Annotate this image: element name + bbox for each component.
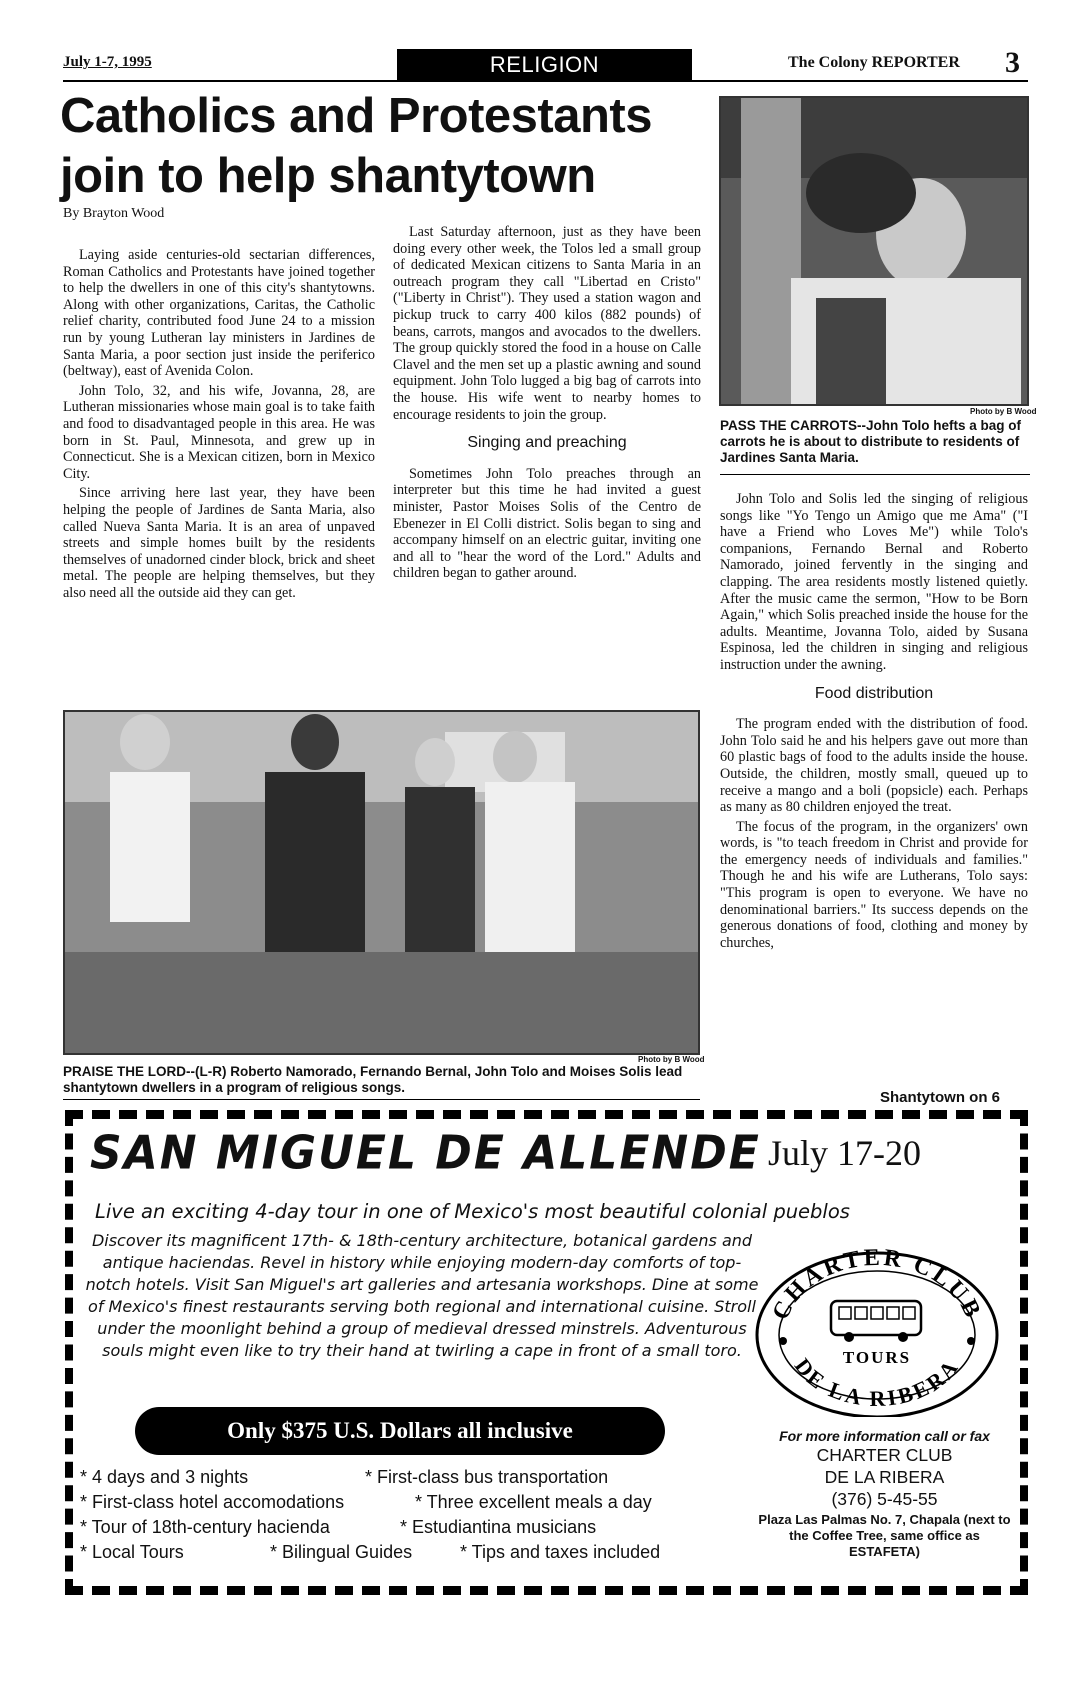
section-banner: RELIGION bbox=[397, 49, 692, 81]
issue-date: July 1-7, 1995 bbox=[63, 54, 152, 70]
svg-text:CHARTER CLUB bbox=[768, 1245, 987, 1324]
feature-item: * 4 days and 3 nights bbox=[80, 1467, 249, 1487]
paragraph: The focus of the program, in the organizers' own words, is "to teach freedom in Christ and provide for the emergency needs of individuals and families." Though he and his wife are Lutherans, Tolo says: "This program is open to everyone. We have no denominational barriers." Its success depends on the generous donations of food, clothing and money by churches, bbox=[720, 818, 1028, 951]
logo-text-bottom: DE LA RIBERA bbox=[789, 1353, 965, 1411]
headline-line-1: Catholics and Protestants bbox=[60, 89, 652, 143]
ad-tagline: Live an exciting 4-day tour in one of Mexico's most beautiful colonial pueblos bbox=[95, 1200, 850, 1223]
page-number: 3 bbox=[1005, 46, 1020, 79]
photo-credit: Photo by B Wood bbox=[970, 407, 1037, 416]
charter-club-logo bbox=[753, 1245, 1001, 1417]
headline bbox=[60, 86, 710, 206]
subheading-singing: Singing and preaching bbox=[467, 434, 627, 452]
photo-singers bbox=[63, 710, 700, 1055]
caption-rule bbox=[720, 474, 1030, 475]
paragraph: Last Saturday afternoon, just as they have been doing every other week, the Tolos led a small group of dedicated Mexican citizens to Santa Maria in an outreach program they call "Libertad en Cristo" ("Liberty in Christ"). They used a station wagon and pickup truck to carry 400 kilos (882 pounds) of beans, carrots, mangos and avocados to the dwellers. The group quickly stored the food in a house on Calle Clavel and the men set up a plastic awning and sound equipment. John Tolo lugged a big bag of carrots into the house. His wife went to nearby homes to encourage residents to join the group. bbox=[393, 224, 701, 423]
contact-phone: (376) 5-45-55 bbox=[831, 1489, 938, 1509]
feature-row bbox=[80, 1515, 760, 1540]
paragraph: The program ended with the distribution of food. John Tolo said he and his helpers gave out more than 60 plastic bags of food to the adults inside the house. Outside, the children, mostly small, queued up to receive a mango and a boli (popsicle) each. Perhaps as many as 80 children enjoyed the treat. bbox=[720, 716, 1028, 816]
contact-name-line-2: DE LA RIBERA bbox=[824, 1467, 945, 1487]
byline: By Brayton Wood bbox=[63, 206, 165, 221]
photo-caption-carrots: PASS THE CARROTS--John Tolo hefts a bag of carrots he is about to distribute to residents of Jardines Santa Maria. bbox=[720, 418, 1021, 465]
feature-item: * First-class hotel accomodations bbox=[80, 1492, 345, 1512]
newspaper-name: The Colony REPORTER bbox=[788, 54, 960, 71]
article-column-3 bbox=[720, 491, 1028, 954]
paragraph: John Tolo and Solis led the singing of religious songs like "Yo Tengo un Amigo que me Ama" ("I have a Friend who Loves Me") while Tolo's companions, Fernando Bernal and Roberto Namorado, joined fervently in the singing and clapping. The area residents mostly listened quietly. After the music came the sermon, "How to be Born Again," which Solis preached inside the house for the adults. Meantime, Jovanna Tolo, aided by Susana Espinosa, led the children in singing and religious instruction under the awning. bbox=[720, 491, 1028, 673]
contact-name-line-1: CHARTER CLUB bbox=[816, 1445, 953, 1465]
photo-carrots bbox=[719, 96, 1029, 406]
logo-text-tours: TOURS bbox=[842, 1348, 912, 1367]
feature-row bbox=[80, 1465, 760, 1490]
feature-item: * Estudiantina musicians bbox=[400, 1517, 597, 1537]
bus-icon bbox=[831, 1301, 921, 1342]
continued-jump-line: Shantytown on 6 bbox=[880, 1089, 1000, 1106]
feature-item: * Tour of 18th-century hacienda bbox=[80, 1517, 330, 1537]
headline-line-2: join to help shantytown bbox=[60, 149, 596, 203]
contact-address: Plaza Las Palmas No. 7, Chapala (next to the Coffee Tree, same office as ESTAFETA) bbox=[758, 1512, 1011, 1559]
logo-text-top: CHARTER CLUB bbox=[767, 1245, 987, 1325]
ad-features bbox=[80, 1465, 760, 1565]
ad-contact-block bbox=[752, 1428, 1017, 1560]
feature-item: * Bilingual Guides bbox=[270, 1542, 413, 1562]
feature-row bbox=[80, 1540, 760, 1565]
article-column-2 bbox=[393, 224, 701, 585]
contact-intro: For more information call or fax bbox=[779, 1428, 990, 1444]
feature-item: * Three excellent meals a day bbox=[415, 1492, 652, 1512]
ad-body: Discover its magnificent 17th- & 18th-century architecture, botanical gardens and antique haciendas. Revel in history while enjoying modern-day comforts of top-notch hotels. Visit San Miguel's art galleries and artesania workshops. Dine at some of Mexico's finest restaurants serving both regional and international cuisine. Stroll under the moonlight behind a group of medieval dressed minstrels. Adventurous souls might even like to try their hand at twirling a cape in front of a small toro. bbox=[85, 1231, 759, 1360]
header-rule bbox=[63, 80, 1028, 82]
paragraph: Sometimes John Tolo preaches through an interpreter but this time he had invited a guest minister, Pastor Moises Solis of the Centro de Ebenezer in El Colli district. Solis began to sing and accompany himself on an electric guitar, inviting one and all to "hear the word of the Lord." Adults and children began to gather around. bbox=[393, 465, 701, 582]
feature-item: * Tips and taxes included bbox=[460, 1542, 661, 1562]
paragraph: Since arriving here last year, they have been helping the people of Jardines de Santa Maria, also called Nueva Santa Maria. It is an area of unpaved streets and simple homes built by the residents themselves of unadorned cinder block, brick and sheet metal. The people are helping themselves, but they also need all the outside aid they can get. bbox=[63, 485, 375, 601]
paragraph: John Tolo, 32, and his wife, Jovanna, 28, are Lutheran missionaries whose main goal is to take faith and food to disadvantaged people in this area. He was born in St. Paul, Minnesota, and grew up in Connecticut. She is a Mexican citizen, born in Mexico City. bbox=[63, 382, 375, 482]
caption-rule bbox=[63, 1099, 700, 1100]
feature-row bbox=[80, 1490, 760, 1515]
ad-dates: July 17-20 bbox=[768, 1133, 921, 1173]
paragraph: Laying aside centuries-old sectarian differences, Roman Catholics and Protestants have joined together to help the dwellers in one of this city's shantytowns. Along with other organizations, Caritas, the Catholic relief charity, contributed food June 24 to a mission run by young Lutheran lay ministers in Jardines de Santa Maria, a poor section just inside the periferico (beltway), east of Avenida Colon. bbox=[63, 247, 375, 380]
feature-item: * First-class bus transportation bbox=[365, 1467, 609, 1487]
article-column-1 bbox=[63, 247, 375, 604]
ad-title: SAN MIGUEL DE ALLENDE bbox=[90, 1126, 761, 1181]
ad-price-banner: Only $375 U.S. Dollars all inclusive bbox=[135, 1407, 665, 1455]
subheading-food: Food distribution bbox=[814, 684, 934, 702]
photo-caption-singers: PRAISE THE LORD--(L-R) Roberto Namorado, Fernando Bernal, John Tolo and Moises Solis lead shantytown dwellers in a program of religious songs. bbox=[63, 1064, 683, 1095]
feature-item: * Local Tours bbox=[80, 1542, 184, 1562]
photo-credit: Photo by B Wood bbox=[638, 1055, 705, 1064]
